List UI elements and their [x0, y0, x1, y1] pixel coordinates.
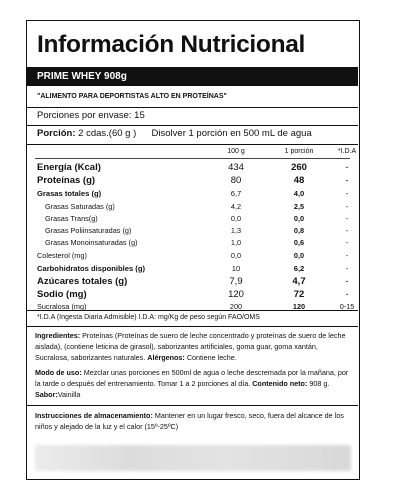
nutrient-name: Grasas Trans(g): [45, 214, 98, 223]
net-content-value: 908 g.: [307, 379, 330, 388]
nutrient-value-v100: 120: [228, 289, 244, 300]
nutrient-value-portion: 2,5: [293, 202, 305, 211]
divider: [27, 310, 358, 311]
nutrient-value-ida: -: [345, 162, 349, 173]
nutrient-name: Grasas Poliinsaturadas (g): [45, 226, 132, 235]
nutrient-value-v100: 200: [229, 302, 243, 311]
nutrient-row: [27, 238, 358, 251]
nutrient-row: [27, 162, 358, 175]
nutrient-value-portion: 4,0: [293, 189, 305, 198]
nutrient-name: Carbohidratos disponibles (g): [37, 264, 146, 273]
nutrient-name: Sodio (mg): [37, 289, 87, 300]
portion-line: [37, 128, 312, 139]
nutrient-value-portion: 0,0: [293, 251, 305, 260]
column-header-ida: *I.D.A: [337, 148, 357, 155]
nutrient-value-ida: -: [345, 226, 349, 235]
label-title: Información Nutricional: [37, 31, 306, 58]
divider: [35, 158, 350, 159]
nutrient-value-portion: 0,6: [293, 238, 305, 247]
storage-label: Instrucciones de almacenamiento:: [35, 411, 153, 420]
nutrient-value-v100: 4,2: [230, 202, 242, 211]
nutrient-value-v100: 1,3: [230, 226, 242, 235]
nutrient-value-ida: -: [345, 238, 349, 247]
column-header-100g: 100 g: [227, 148, 245, 155]
storage-text: Mantener en un lugar fresco, seco, fuera del alcance de los niños y alejado de la luz y el calor (15º-25ºC): [35, 411, 344, 431]
column-header-portion: 1 porción: [284, 148, 314, 155]
nutrient-row: [27, 289, 358, 302]
divider: [27, 405, 358, 406]
nutrient-value-portion: 260: [291, 162, 307, 173]
nutrient-value-ida: -: [345, 251, 349, 260]
nutrient-name: Proteínas (g): [37, 175, 96, 186]
blurred-lot-area: [35, 445, 351, 471]
product-name-bar: PRIME WHEY 908g: [27, 67, 358, 86]
nutrient-value-ida: -: [345, 276, 349, 287]
nutrient-value-portion: 0,8: [293, 226, 305, 235]
allergens-label: Alérgenos:: [147, 353, 185, 362]
nutrient-value-portion: 6,2: [293, 264, 305, 273]
portion-label: Porción:: [37, 128, 76, 139]
nutrient-value-ida: -: [345, 175, 349, 186]
divider: [27, 144, 358, 145]
storage-paragraph: [35, 410, 353, 432]
nutrient-row: [27, 189, 358, 202]
nutrient-value-v100: 10: [231, 264, 241, 273]
ingredients-label: Ingredientes:: [35, 331, 81, 340]
nutrient-value-portion: 4,7: [292, 276, 306, 287]
ida-footnote: *I.D.A (Ingesta Diaria Admisible) I.D.A: mg/Kg de peso según FAO/OMS: [37, 314, 260, 321]
divider: [27, 125, 358, 126]
nutrient-name: Sucralosa (mg): [37, 302, 87, 311]
portion-instruction: Disolver 1 porción en 500 mL de agua: [151, 128, 312, 139]
nutrient-value-ida: -: [345, 202, 349, 211]
nutrient-value-portion: 120: [292, 302, 306, 311]
nutrient-value-v100: 7,9: [229, 276, 243, 287]
nutrient-value-portion: 0,0: [293, 214, 305, 223]
nutrient-value-v100: 0,0: [230, 214, 242, 223]
product-claim: "ALIMENTO PARA DEPORTISTAS ALTO EN PROTEÍNAS": [37, 93, 227, 100]
nutrient-value-ida: -: [345, 214, 349, 223]
nutrient-value-v100: 434: [228, 162, 244, 173]
nutrient-row: [27, 276, 358, 289]
usage-label: Modo de uso:: [35, 368, 82, 377]
allergens-text: Contiene leche.: [184, 353, 237, 362]
ingredients-paragraph: [35, 330, 353, 363]
nutrient-value-ida: -: [345, 289, 349, 300]
nutrient-name: Grasas Saturadas (g): [45, 202, 115, 211]
divider: [27, 326, 358, 327]
portion-value: 2 cdas.(60 g ): [75, 128, 137, 139]
net-content-label: Contenido neto:: [252, 379, 308, 388]
nutrient-value-ida: -: [345, 264, 349, 273]
usage-text: Mezclar unas porciones en 500ml de agua o leche descremada por la mañana, por la tarde o después del entrenamiento. Tomar 1 a 2 porciones al día.: [35, 368, 349, 388]
nutrient-value-v100: 6,7: [230, 189, 242, 198]
servings-per-container: Porciones por envase: 15: [37, 110, 145, 121]
nutrient-value-v100: 0,0: [230, 251, 242, 260]
nutrition-label: [26, 20, 360, 480]
usage-paragraph: [35, 367, 353, 400]
nutrient-name: Energía (Kcal): [37, 162, 101, 173]
nutrient-value-portion: 48: [293, 175, 305, 186]
divider: [27, 107, 358, 108]
nutrient-value-ida: -: [345, 189, 349, 198]
nutrient-name: Grasas Monoinsaturadas (g): [45, 238, 138, 247]
nutrient-name: Colesterol (mg): [37, 251, 87, 260]
nutrient-value-portion: 72: [293, 289, 305, 300]
nutrient-row: [27, 175, 358, 188]
nutrient-name: Azúcares totales (g): [37, 276, 128, 287]
ingredients-text: Proteínas (Proteínas de suero de leche concentrado y proteínas de suero de leche aislada), (contiene leticina de girasol), saborizantes artificiales, goma guar, goma xantán, Sucralosa, saborizantes naturales.: [35, 331, 346, 362]
nutrient-value-v100: 1,0: [230, 238, 242, 247]
flavor-value: Vainilla: [57, 390, 81, 399]
nutrient-value-v100: 80: [230, 175, 242, 186]
nutrient-row: [27, 251, 358, 264]
nutrient-name: Grasas totales (g): [37, 189, 102, 198]
nutrient-value-ida: 0-15: [339, 302, 355, 311]
flavor-label: Sabor:: [35, 390, 58, 399]
